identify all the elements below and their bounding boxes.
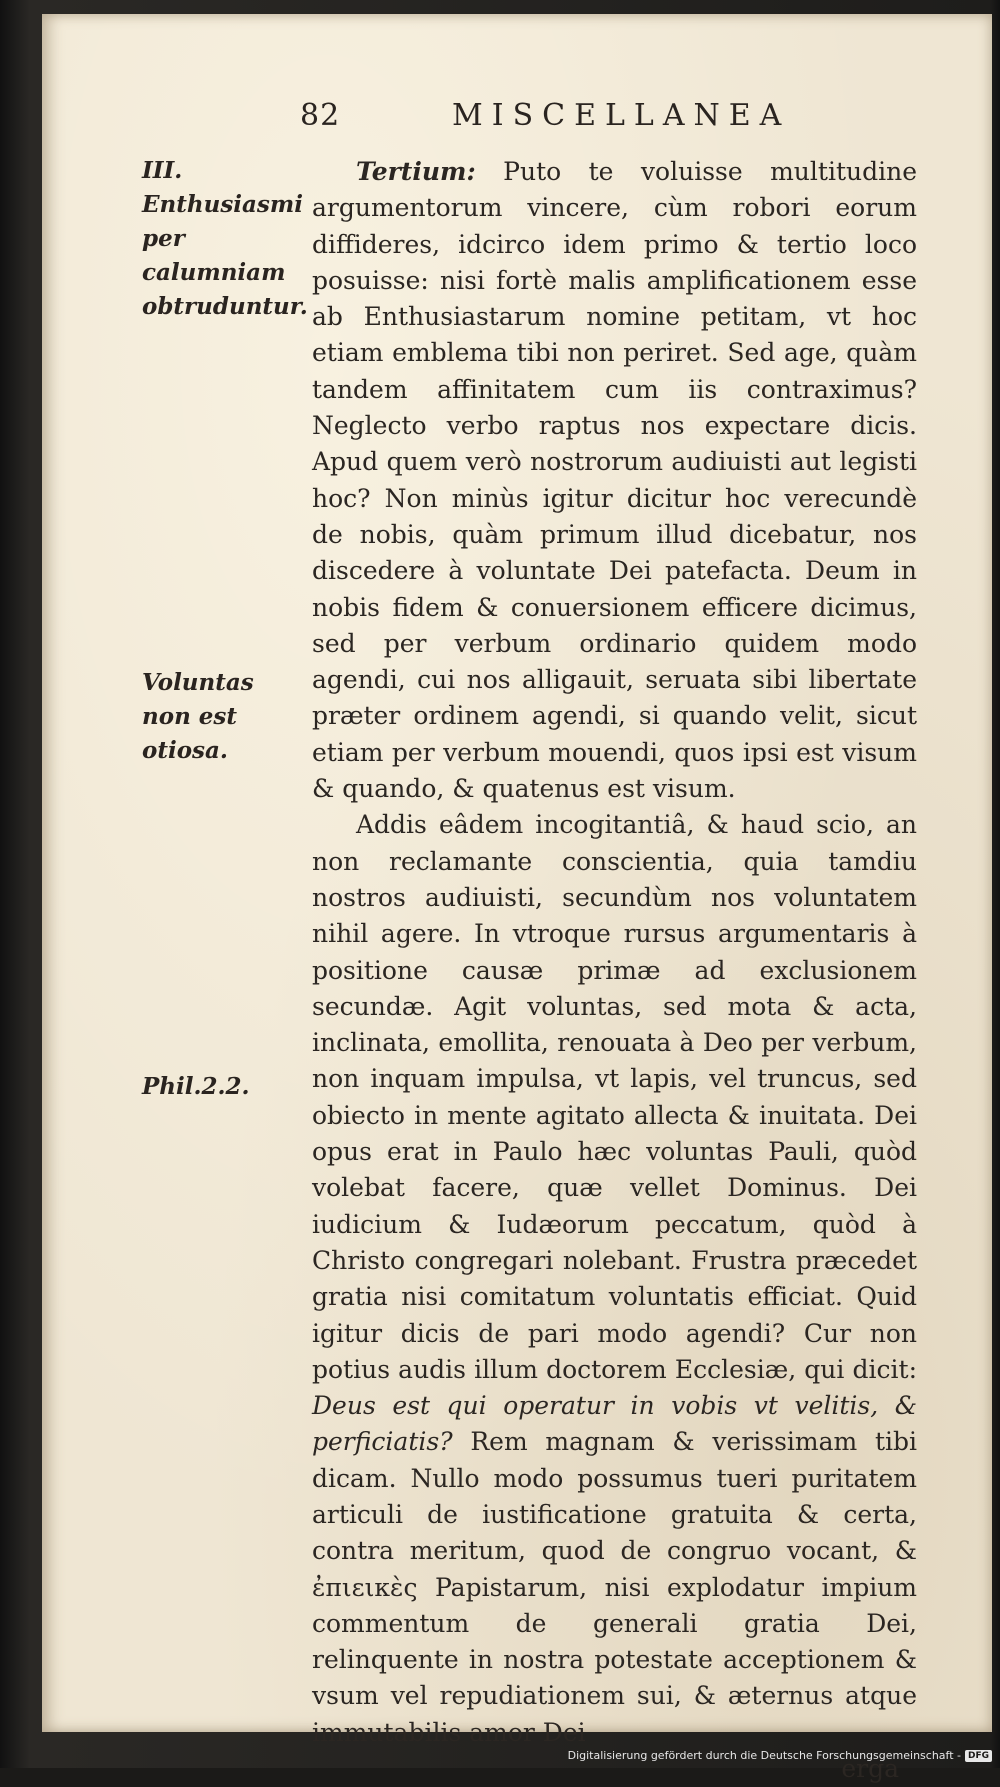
- page-number: 82: [300, 98, 341, 133]
- credit-text: Digitalisierung gefördert durch die Deutsche Forschungsgemeinschaft -: [567, 1749, 961, 1762]
- margin-note-enthusiasmi: III. Enthusiasmi per calumniam obtruduntur.: [142, 157, 308, 320]
- dfg-logo: DFG: [965, 1750, 992, 1762]
- paragraph-2-text: Addis eâdem incogitantiâ, & haud scio, an non reclamante conscientia, quia tamdiu nostros audiuisti, secundùm nos voluntatem nihil agere. In vtroque rursus argumentaris à positione causæ primæ ad exclusionem secundæ. Agit voluntas, sed mota & acta, inclinata, emollita, renouata à Deo per verbum, non inquam impulsa, vt lapis, vel truncus, sed obiecto in mente agitato allecta & inuitata. Dei opus erat in Paulo hæc voluntas Pauli, quòd volebat facere, quæ vellet Dominus. Dei iudicium & Iudæorum peccatum, quòd à Christo congregari nolebant. Frustra præcedet gratia nisi comitatum voluntatis efficiat. Quid igitur dicis de pari modo agendi? Cur non potius audis illum doctorem Ecclesiæ, qui dicit:: [312, 810, 917, 1384]
- paragraph-2: [312, 807, 917, 1751]
- paragraph-2-text-cont: Rem magnam & verissimam tibi dicam. Nullo modo possumus tueri puritatem articuli de iustificatione gratuita & certa, contra meritum, quod de congruo vocant, & ἐπιεικὲς Papistarum, nisi explodatur impium commentum de generali gratia Dei, relinquente in nostra potestate acceptionem & vsum vel repudiationem sui, & æternus atque immutabilis amor Dei: [312, 1427, 917, 1747]
- margin-note-philippians: Phil.2.2.: [142, 1073, 250, 1100]
- scripture-quote: Deus est qui operatur in vobis vt velitis, & perficiatis?: [312, 1391, 917, 1457]
- paragraph-1-text: Puto te voluisse multitudine argumentorum vincere, cùm robori eorum diffideres, idcirco idem primo & tertio loco posuisse: nisi fortè malis amplificationem esse ab Enthusiastarum nomine petitam, vt hoc etiam emblema tibi non periret. Sed age, quàm tandem affinitatem cum iis contraximus? Neglecto verbo raptus nos expectare dicis. Apud quem verò nostrorum audiuisti aut legisti hoc? Non minùs igitur dicitur hoc verecundè de nobis, quàm primum illud dicebatur, nos discedere à voluntate Dei patefacta. Deum in nobis fidem & conuersionem efficere dicimus, sed per verbum ordinario quidem modo agendi, cui nos alligauit, seruata sibi libertate præter ordinem agendi, si quando velit, sicut etiam per verbum mouendi, quos ipsi est visum & quando, & quatenus est visum.: [312, 157, 917, 804]
- running-head: MISCELLANEA: [452, 98, 791, 133]
- paragraph-lead-word: Tertium:: [356, 157, 476, 186]
- page-header: [42, 98, 992, 138]
- paragraph-1: [312, 154, 917, 807]
- digitization-credit: [568, 1749, 992, 1762]
- body-text: [312, 154, 917, 1787]
- catchword: erga: [841, 1754, 899, 1784]
- margin-note-voluntas: Voluntas non est otiosa.: [142, 669, 254, 764]
